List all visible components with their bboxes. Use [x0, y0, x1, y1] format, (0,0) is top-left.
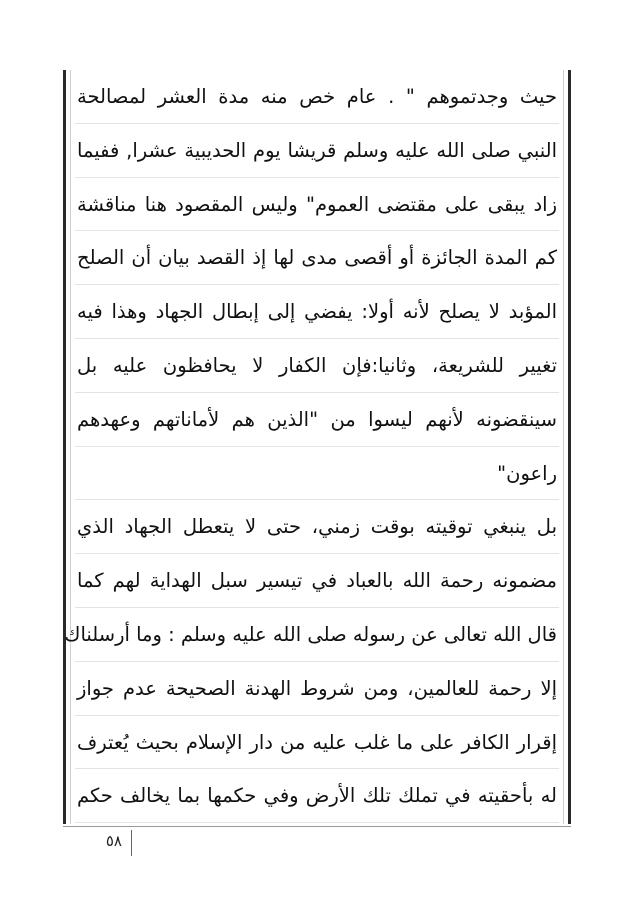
text-line: بل ينبغي توقيته بوقت زمني، حتى لا يتعطل الجهاد الذي: [75, 500, 559, 554]
page-number-separator: [131, 830, 132, 856]
right-border: [568, 70, 571, 824]
page-footer: [68, 830, 132, 858]
text-line: النبي صلى الله عليه وسلم قريشا يوم الحديبية عشرا, ففيما: [75, 124, 559, 178]
text-line: راعون": [75, 447, 559, 501]
text-line: المؤبد لا يصلح لأنه أولا: يفضي إلى إبطال الجهاد وهذا فيه: [75, 285, 559, 339]
text-line: مضمونه رحمة الله بالعباد في تيسير سبل الهداية لهم كما: [75, 554, 559, 608]
text-line: سينقضونه لأنهم ليسوا من "الذين هم لأماناتهم وعهدهم: [75, 393, 559, 447]
left-inner-border: [70, 70, 71, 824]
text-line: زاد يبقى على مقتضى العموم" وليس المقصود هنا مناقشة: [75, 178, 559, 232]
page-number: ٥٨: [105, 832, 122, 850]
left-border: [63, 70, 66, 824]
text-line: له بأحقيته في تملك تلك الأرض وفي حكمها بما يخالف حكم: [75, 769, 559, 823]
text-line: كم المدة الجائزة أو أقصى مدى لها إذ القصد بيان أن الصلح: [75, 231, 559, 285]
text-body: [64, 70, 559, 824]
text-line: إقرار الكافر على ما غلب عليه من دار الإسلام بحيث يُعترف: [75, 716, 559, 770]
text-line: قال الله تعالى عن رسوله صلى الله عليه وسلم : وما أرسلناك: [75, 608, 559, 662]
right-inner-border: [563, 70, 564, 824]
text-line: تغيير للشريعة، وثانيا:فإن الكفار لا يحافظون عليه بل: [75, 339, 559, 393]
footer-divider: [63, 826, 571, 827]
text-line: إلا رحمة للعالمين، ومن شروط الهدنة الصحيحة عدم جواز: [75, 662, 559, 716]
page-frame: [63, 70, 571, 824]
text-line: حيث وجدتموهم " . عام خص منه مدة العشر لمصالحة: [75, 70, 559, 124]
